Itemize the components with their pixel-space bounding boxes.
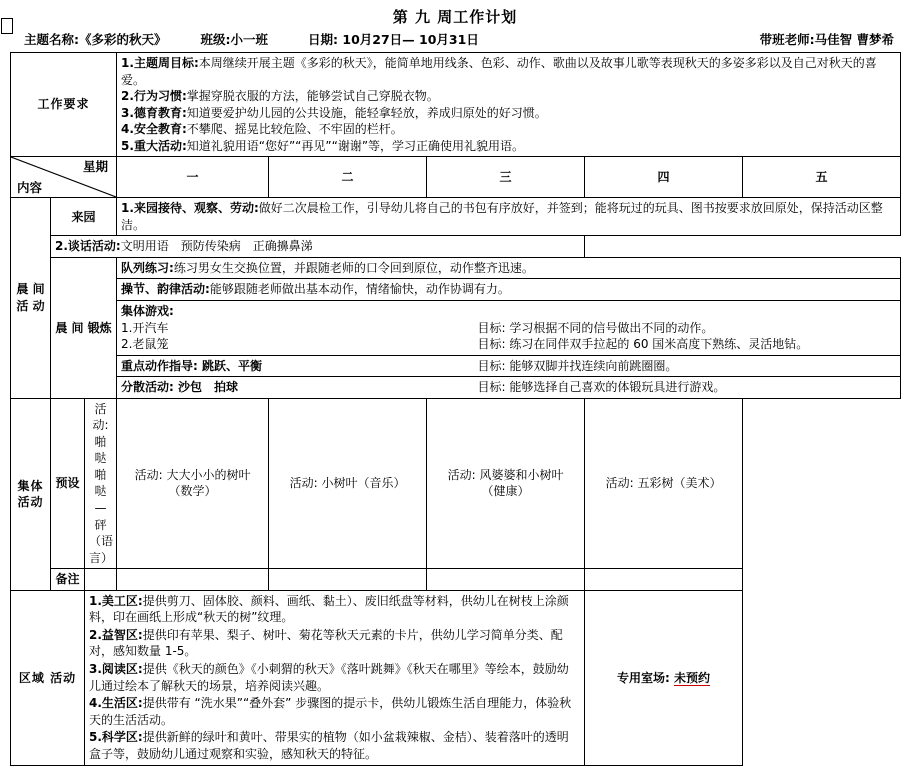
work-req-title: 3.德育教育: bbox=[121, 105, 187, 120]
work-req-item bbox=[121, 105, 896, 122]
table-row-collective-preset bbox=[11, 398, 901, 568]
zone-item-title: 5.科学区: bbox=[89, 730, 143, 745]
group-games-content bbox=[117, 301, 901, 356]
weekday-cell: 一 bbox=[117, 157, 269, 198]
work-req-text: 掌握穿脱衣服的方法，能够尝试自己穿脱衣物。 bbox=[186, 89, 439, 104]
table-row-collective-note bbox=[11, 569, 901, 591]
dispersed-title: 分散活动: bbox=[121, 380, 174, 395]
table-row-group-games bbox=[11, 301, 901, 356]
date-value: 10月27日— 10月31日 bbox=[342, 32, 479, 47]
preset-cell bbox=[427, 398, 585, 568]
weekday-cell: 四 bbox=[585, 157, 743, 198]
group-game-name: 1.开汽车 bbox=[121, 320, 169, 335]
exercise-queue-text: 练习男女生交换位置，并跟随老师的口令回到原位，动作整齐迅速。 bbox=[173, 260, 534, 275]
exercise-queue-title: 队列练习: bbox=[121, 260, 174, 275]
teacher-field bbox=[760, 30, 894, 48]
group-game-item bbox=[121, 320, 896, 337]
document-header bbox=[10, 30, 900, 52]
key-actions-title-name bbox=[121, 358, 478, 375]
key-actions-name: 跳跃、平衡 bbox=[202, 358, 263, 373]
zone-activity-label: 区域 活动 bbox=[11, 590, 85, 765]
exercise-rhythm-text: 能够跟随老师做出基本动作，情绪愉快，动作协调有力。 bbox=[209, 282, 510, 297]
group-game-goal: 目标: 学习根据不同的信号做出不同的动作。 bbox=[477, 320, 714, 335]
zone-item-title: 1.美工区: bbox=[89, 593, 143, 608]
zone-item-text: 提供新鲜的绿叶和黄叶、带果实的植物（如小盆栽辣椒、金桔）、装着落叶的透明盒子等，鼓励幼儿通过观察和实验，感知秋天的特征。 bbox=[89, 730, 569, 761]
class-field bbox=[201, 30, 269, 48]
table-row-exercise-queue bbox=[11, 257, 901, 279]
zone-item bbox=[89, 661, 580, 694]
table-row-arrival-talk bbox=[11, 236, 901, 258]
work-requirements-label: 工作要求 bbox=[11, 53, 117, 157]
preset-cell bbox=[585, 398, 743, 568]
arrival-title: 1.来园接待、观察、劳动: bbox=[121, 201, 259, 216]
preset-line1: 活动: 啪哒啪哒—砰 bbox=[92, 401, 109, 532]
preset-line1: 活动: 风婆婆和小树叶 bbox=[447, 467, 564, 482]
zone-activity-content bbox=[85, 590, 585, 765]
zone-item-title: 2.益智区: bbox=[89, 627, 143, 642]
key-actions-content bbox=[117, 355, 901, 377]
corner-marker bbox=[1, 18, 13, 34]
work-req-item bbox=[121, 88, 896, 105]
zone-item bbox=[89, 729, 580, 762]
table-row-weekdays bbox=[11, 157, 901, 198]
class-label: 班级: bbox=[200, 32, 231, 47]
theme-field bbox=[24, 30, 167, 48]
dispersed-goal: 目标: 能够选择自己喜欢的体锻玩具进行游戏。 bbox=[477, 380, 726, 395]
work-req-title: 2.行为习惯: bbox=[121, 89, 187, 104]
key-actions-title: 重点动作指导: bbox=[121, 358, 198, 373]
exercise-rhythm-content bbox=[117, 279, 901, 301]
class-value: 小一班 bbox=[230, 32, 269, 47]
preset-label: 预设 bbox=[51, 398, 85, 568]
work-req-text: 知道要爱护幼儿园的公共设施，能轻拿轻放，养成归原处的好习惯。 bbox=[186, 105, 547, 120]
note-cell bbox=[585, 569, 743, 591]
work-req-item bbox=[121, 138, 896, 155]
content-label: 内容 bbox=[17, 180, 43, 196]
preset-cell bbox=[85, 398, 117, 568]
work-req-title: 5.重大活动: bbox=[121, 138, 187, 153]
arrival-talk-text: 文明用语 预防传染病 正确擤鼻涕 bbox=[120, 239, 313, 254]
collective-activity-label: 集体 活动 bbox=[11, 398, 51, 590]
morning-activity-label: 晨 间 活 动 bbox=[11, 198, 51, 398]
table-row-arrival bbox=[11, 198, 901, 236]
group-game-name: 2.老鼠笼 bbox=[121, 337, 169, 352]
work-requirements-content bbox=[117, 53, 901, 157]
note-cell bbox=[269, 569, 427, 591]
work-req-title: 4.安全教育: bbox=[121, 122, 187, 137]
theme-label: 主题名称: bbox=[24, 32, 79, 47]
preset-cell bbox=[269, 398, 427, 568]
special-room-label: 专用室场: bbox=[617, 670, 670, 685]
zone-item-text: 提供印有苹果、梨子、树叶、菊花等秋天元素的卡片，供幼儿学习简单分类、配对，感知数量 1-5。 bbox=[89, 627, 563, 659]
zone-item-text: 提供《秋天的颜色》《小刺猬的秋天》《落叶跳舞》《秋天在哪里》等绘本，鼓励幼儿通过绘本了解秋天的场景，培养阅读兴趣。 bbox=[89, 661, 569, 693]
work-req-text: 不攀爬、摇晃比较危险、不牢固的栏杆。 bbox=[186, 122, 403, 137]
arrival-talk-title: 2.谈话活动: bbox=[55, 239, 121, 254]
date-label: 日期: bbox=[308, 32, 339, 47]
teacher-label: 带班老师: bbox=[759, 32, 815, 47]
table-row-exercise-rhythm bbox=[11, 279, 901, 301]
special-room-cell bbox=[585, 590, 743, 765]
weekly-plan-table bbox=[10, 52, 901, 766]
zone-item bbox=[89, 627, 580, 660]
table-row-key-actions bbox=[11, 355, 901, 377]
dispersed-content bbox=[117, 377, 901, 399]
week-label: 星期 bbox=[83, 159, 109, 175]
special-room-value: 未预约 bbox=[674, 670, 711, 685]
table-row-work-requirements bbox=[11, 53, 901, 157]
page-title: 第 九 周工作计划 bbox=[392, 8, 518, 26]
weekday-cell: 三 bbox=[427, 157, 585, 198]
work-req-item bbox=[121, 55, 896, 88]
zone-item bbox=[89, 695, 580, 728]
note-cell bbox=[427, 569, 585, 591]
dispersed-title-name bbox=[121, 379, 478, 396]
work-req-item bbox=[121, 121, 896, 138]
preset-line1: 活动: 大大小小的树叶 bbox=[134, 467, 251, 482]
table-row-dispersed bbox=[11, 377, 901, 399]
work-req-title: 1.主题周目标: bbox=[121, 56, 199, 70]
arrival-content bbox=[117, 198, 901, 236]
teacher-value: 马佳智 曹梦希 bbox=[814, 32, 894, 47]
date-field bbox=[308, 30, 479, 48]
preset-line2: （语言） bbox=[89, 534, 114, 565]
preset-cell bbox=[117, 398, 269, 568]
exercise-rhythm-title: 操节、韵律活动: bbox=[121, 282, 210, 297]
zone-item-text: 提供剪刀、固体胶、颜料、画纸、黏土）、废旧纸盘等材料，供幼儿在树枝上涂颜料，印在画纸上形成“秋天的树”纹理。 bbox=[89, 593, 569, 625]
preset-line1: 活动: 五彩树（美术） bbox=[605, 476, 722, 491]
arrival-talk-content bbox=[51, 236, 585, 258]
weekday-cell: 二 bbox=[269, 157, 427, 198]
group-game-goal: 目标: 练习在同伴双手拉起的 60 国米高度下熟练、灵活地钻。 bbox=[477, 337, 809, 352]
arrival-text: 做好二次晨检工作，引导幼儿将自己的书包有序放好，并签到；能将玩过的玩具、图书按要求放回原处，保持活动区整洁。 bbox=[121, 201, 883, 232]
weekday-cell: 五 bbox=[743, 157, 901, 198]
week-content-header bbox=[11, 157, 117, 198]
note-cell bbox=[117, 569, 269, 591]
preset-line1: 活动: 小树叶（音乐） bbox=[289, 476, 406, 491]
work-req-text: 知道礼貌用语“您好”“再见”“谢谢”等，学习正确使用礼貌用语。 bbox=[186, 138, 525, 153]
table-row-zone-activity bbox=[11, 590, 901, 765]
arrival-label: 来园 bbox=[51, 198, 117, 236]
group-game-item bbox=[121, 336, 896, 353]
note-cell bbox=[85, 569, 117, 591]
work-req-text: 本周继续开展主题《多彩的秋天》，能简单地用线条、色彩、动作、歌曲以及故事儿歌等表现秋天的多姿多彩以及自己对秋天的喜爱。 bbox=[121, 56, 877, 87]
zone-item-title: 4.生活区: bbox=[89, 696, 143, 711]
dispersed-name: 沙包 拍球 bbox=[178, 380, 239, 395]
group-games-title: 集体游戏: bbox=[121, 304, 174, 319]
zone-item-title: 3.阅读区: bbox=[89, 661, 143, 676]
zone-item bbox=[89, 593, 580, 626]
preset-line2: （健康） bbox=[481, 484, 530, 499]
zone-item-text: 提供带有 “洗水果”“叠外套” 步骤图的提示卡，供幼儿锻炼生活自理能力，体验秋天的生活活动。 bbox=[89, 696, 572, 727]
key-actions-goal: 目标: 能够双脚并找连续向前跳圈圈。 bbox=[477, 358, 678, 373]
note-label: 备注 bbox=[51, 569, 85, 591]
preset-line2: （数学） bbox=[168, 484, 217, 499]
theme-value: 《多彩的秋天》 bbox=[79, 32, 167, 47]
exercise-queue-content bbox=[117, 257, 901, 279]
morning-exercise-label: 晨 间 锻炼 bbox=[51, 257, 117, 398]
